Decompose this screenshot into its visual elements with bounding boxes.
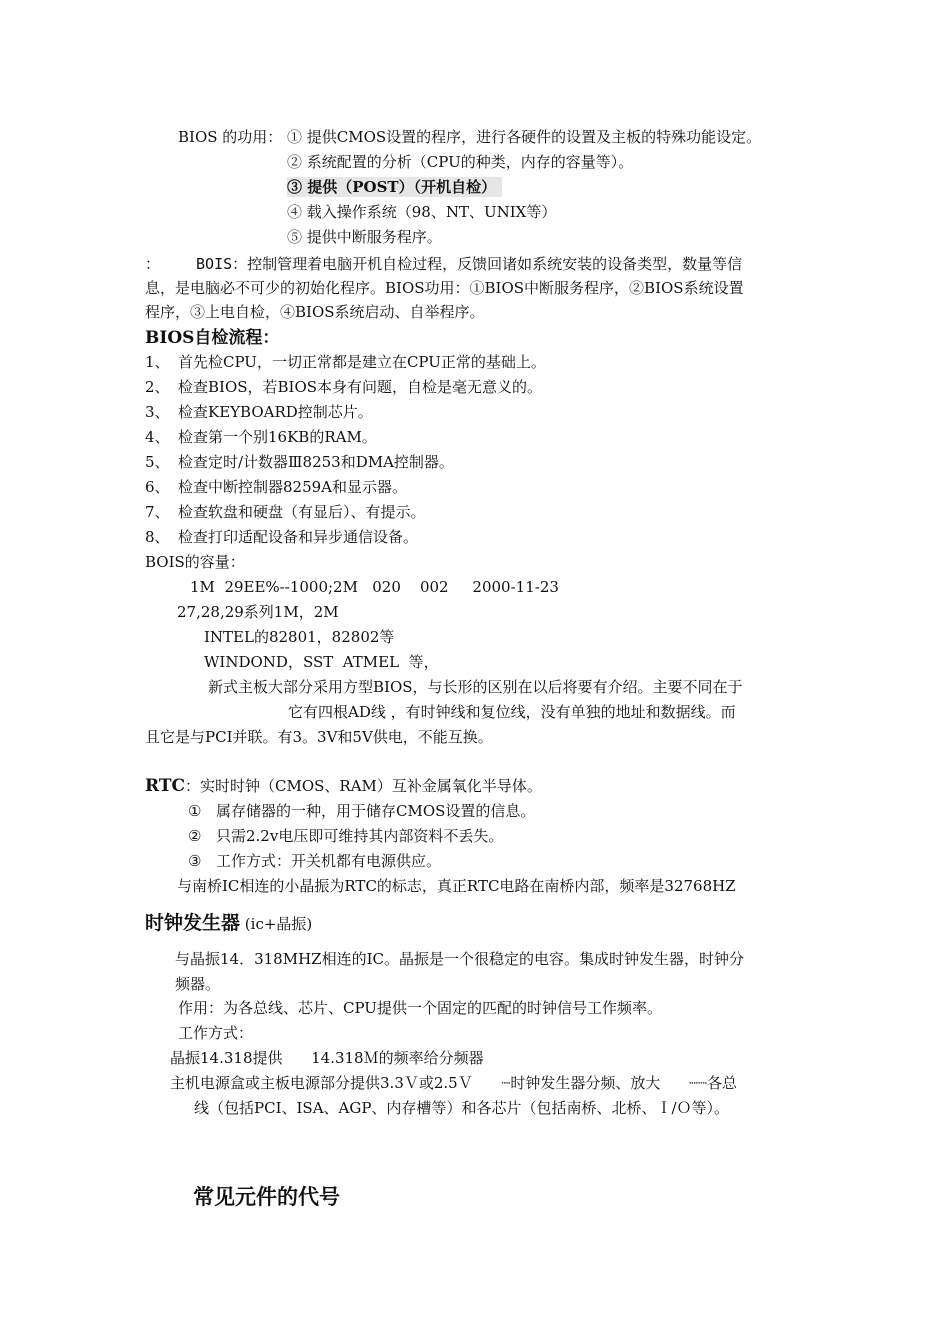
rtc-item-num: ② [188, 827, 202, 845]
capacity-title: BOIS的容量： [145, 553, 245, 571]
bois-prefix: ： [145, 255, 161, 273]
post-step-num: 1、 [145, 353, 170, 371]
components-title: 常见元件的代号 [193, 1184, 340, 1209]
clock-gen-line-2: 频器。 [175, 975, 221, 993]
bois-line-1-text: ：控制管理着电脑开机自检过程，反馈回诸如系统安装的设备类型，数量等信 [232, 255, 743, 273]
clock-gen-line-1: 与晶振14．318MHZ相连的IC。晶振是一个很稳定的电容。集成时钟发生器，时钟分 [175, 950, 744, 968]
bois-term: BOIS [196, 255, 233, 273]
post-step-text: 检查打印适配设备和异步通信设备。 [178, 528, 419, 546]
post-step-num: 2、 [145, 378, 170, 396]
post-step-num: 8、 [145, 528, 170, 546]
rtc-item-num: ① [188, 802, 202, 820]
bios-functions-label: BIOS 的功用： [178, 128, 283, 146]
post-step-text: 检查中断控制器8259A和显示器。 [178, 478, 408, 496]
bois-paragraph-line-2: 息，是电脑必不可少的初始化程序。BIOS功用：①BIOS中断服务程序，②BIOS系统设置 [145, 279, 744, 297]
capacity-line-7: 且它是与PCI并联。有3。3V和5V供电，不能互换。 [145, 728, 493, 746]
post-step-text: 检查软盘和硬盘（有显后）、有提示。 [178, 503, 426, 521]
capacity-line-2: 27,28,29系列1M，2M [177, 603, 339, 621]
post-step-num: 5、 [145, 453, 170, 471]
rtc-definition-line [145, 776, 542, 796]
clock-gen-title: 时钟发生器 [145, 912, 241, 934]
post-step-num: 7、 [145, 503, 170, 521]
post-step-text: 检查定时/计数器Ⅲ8253和DMA控制器。 [178, 453, 454, 471]
bios-function-item-2: ② 系统配置的分析（CPU的种类，内存的容量等）。 [287, 153, 634, 171]
capacity-line-6: 它有四根AD线 ，有时钟线和复位线，没有单独的地址和数据线。而 [288, 703, 736, 721]
capacity-line-4: WINDOND，SST ATMEL 等， [204, 653, 439, 671]
post-step-num: 6、 [145, 478, 170, 496]
rtc-item-text: 属存储器的一种，用于储存CMOS设置的信息。 [216, 802, 536, 820]
clock-gen-line-5: 晶振14.318提供 14.318Ｍ的频率给分频器 [170, 1049, 484, 1067]
clock-gen-line-4: 工作方式： [178, 1024, 254, 1042]
bios-function-item-1: ① 提供CMOS设置的程序，进行各硬件的设置及主板的特殊功能设定。 [287, 128, 762, 146]
post-step-text: 检查KEYBOARD控制芯片。 [178, 403, 373, 421]
rtc-note: 与南桥IC相连的小晶振为RTC的标志，真正RTC电路在南桥内部，频率是32768HZ [177, 877, 736, 895]
rtc-item-num: ③ [188, 852, 202, 870]
bios-function-item-3: ③ 提供（POST）（开机自检） [287, 177, 502, 197]
clock-gen-line-7: 线（包括PCI、ISA、AGP、内存槽等）和各芯片（包括南桥、北桥、Ｉ/Ｏ等）。 [194, 1099, 729, 1117]
post-step-num: 3、 [145, 403, 170, 421]
clock-gen-line-3: 作用：为各总线、芯片、CPU提供一个固定的匹配的时钟信号工作频率。 [178, 999, 662, 1017]
post-step-text: 首先检CPU，一切正常都是建立在CPU正常的基础上。 [178, 353, 546, 371]
clock-gen-line-6: 主机电源盒或主板电源部分提供3.3Ｖ或2.5Ｖ ┈时钟发生器分频、放大 ┈┈各总 [170, 1074, 738, 1092]
rtc-item-text: 只需2.2v电压即可维持其内部资料不丢失。 [216, 827, 504, 845]
capacity-line-5: 新式主板大部分采用方型BIOS，与长形的区别在以后将要有介绍。主要不同在于 [208, 678, 743, 696]
bois-paragraph-line-1 [145, 254, 742, 274]
clock-gen-heading [145, 910, 312, 936]
bios-function-item-5: ⑤ 提供中断服务程序。 [287, 228, 442, 246]
bois-paragraph-line-3: 程序，③上电自检，④BIOS系统启动、自举程序。 [145, 303, 485, 321]
rtc-term: RTC [145, 776, 186, 796]
bios-function-item-4: ④ 载入操作系统（98、NT、UNIX等） [287, 203, 557, 221]
post-section-title: BIOS自检流程： [145, 328, 280, 348]
post-step-text: 检查BIOS，若BIOS本身有问题，自检是毫无意义的。 [178, 378, 543, 396]
rtc-definition: ：实时时钟（CMOS、RAM）互补金属氧化半导体。 [185, 777, 542, 795]
post-step-text: 检查第一个别16KB的RAM。 [178, 428, 377, 446]
post-step-num: 4、 [145, 428, 170, 446]
capacity-line-1: 1M 29EE%--1000;2M 020 002 2000-11-23 [190, 578, 559, 596]
rtc-item-text: 工作方式：开关机都有电源供应。 [216, 852, 442, 870]
clock-gen-subtitle: (ic+晶振) [244, 915, 313, 933]
capacity-line-3: INTEL的82801，82802等 [204, 628, 395, 646]
